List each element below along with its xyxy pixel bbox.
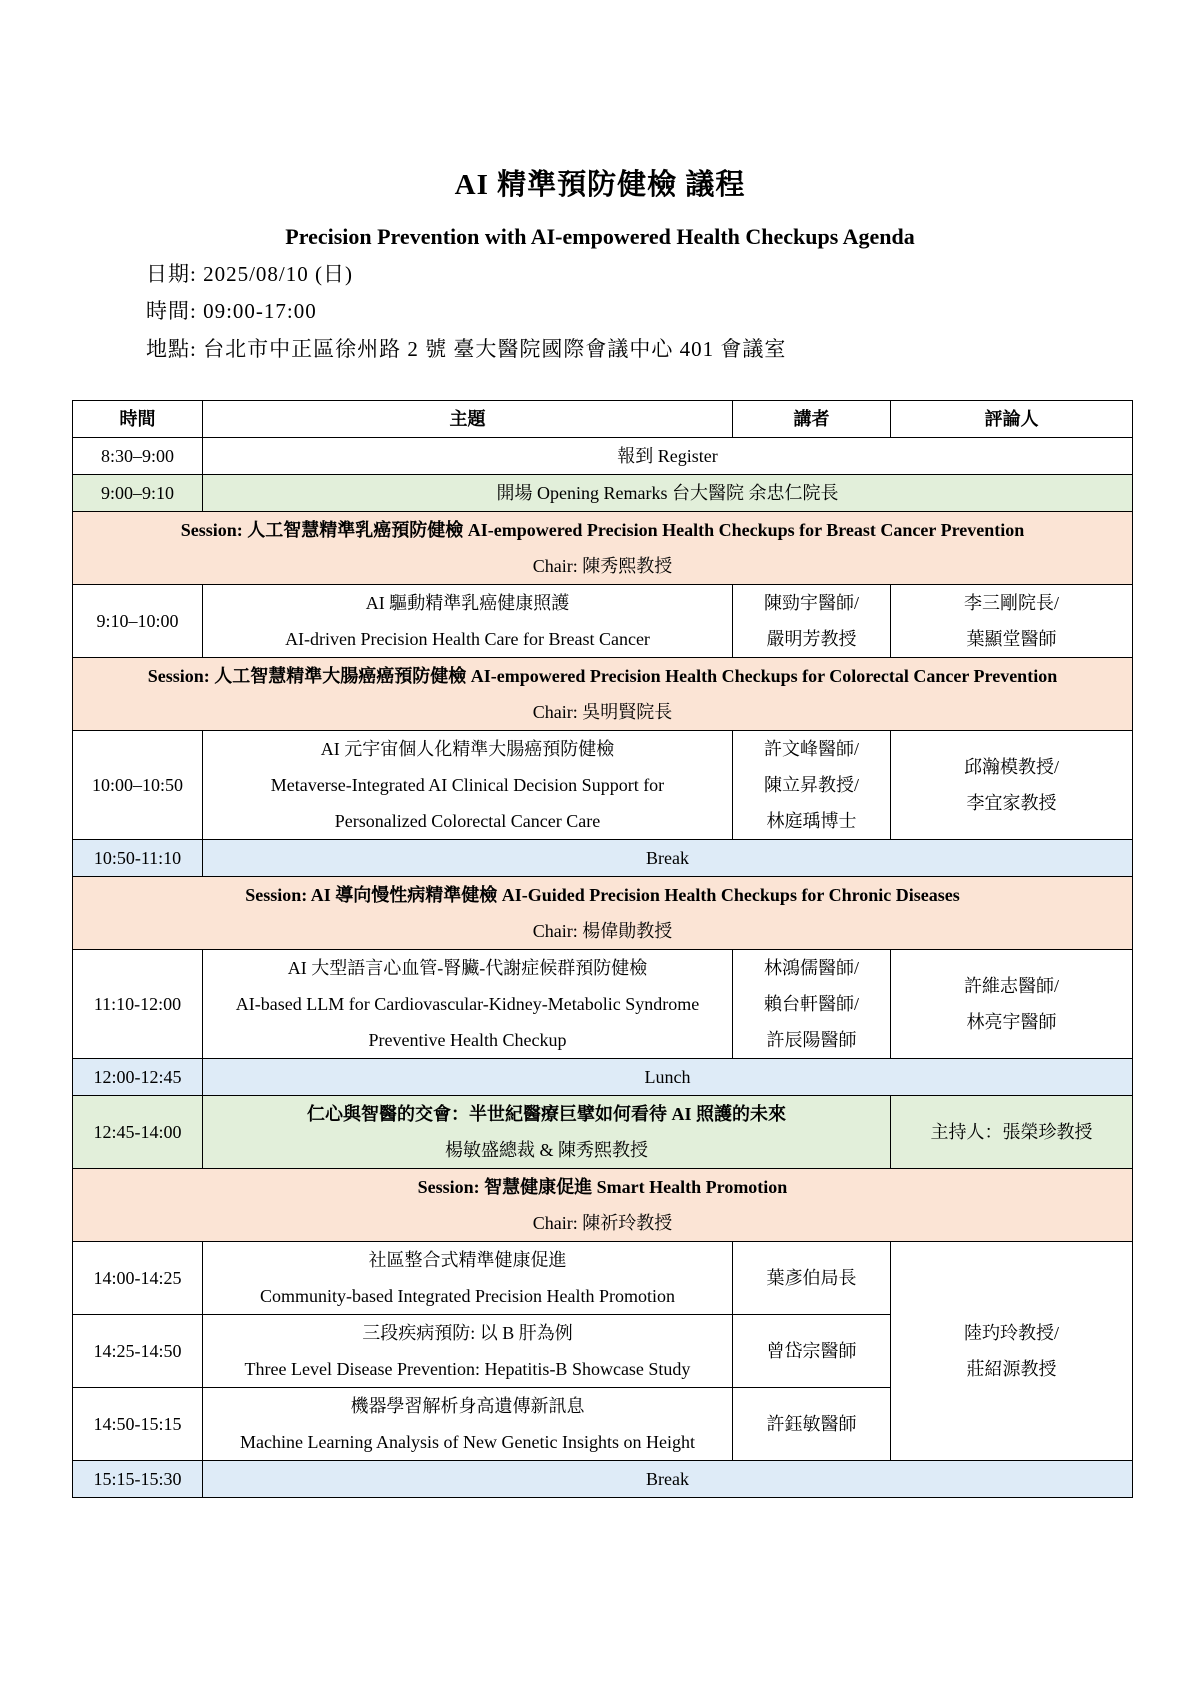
session1-discussant: 葉顯堂醫師 — [966, 629, 1057, 649]
session3-topic-line: AI 大型語言心血管-腎臟-代謝症候群預防健檢 — [287, 958, 648, 978]
break2-time: 15:15-15:30 — [73, 1461, 203, 1498]
page-subtitle: Precision Prevention with AI-empowered Health Checkups Agenda — [285, 224, 915, 249]
header-discussant: 評論人 — [891, 401, 1133, 438]
session4-topic-en: Machine Learning Analysis of New Genetic Insights on Height — [240, 1432, 695, 1452]
event-date: 日期: 2025/08/10 (日) — [146, 262, 353, 286]
session2-topic-line: Personalized Colorectal Cancer Care — [334, 811, 601, 831]
break1-time: 10:50-11:10 — [73, 840, 203, 877]
session3-discussant: 許維志醫師/ — [963, 976, 1059, 996]
agenda-table — [72, 400, 1133, 1498]
lunch-row — [73, 1059, 1133, 1096]
session1-talk-time: 9:10–10:00 — [73, 585, 203, 658]
break1-text: Break — [203, 840, 1133, 877]
session1-title: Session: 人工智慧精準乳癌預防健檢 AI-empowered Precision Health Checkups for Breast Cancer Prevention — [180, 520, 1025, 540]
session3-discussant: 林亮宇醫師 — [966, 1012, 1057, 1032]
session1-discussant: 李三剛院長/ — [963, 593, 1059, 613]
session1-speaker: 嚴明芳教授 — [766, 629, 857, 649]
session4-topic-zh: 社區整合式精準健康促進 — [368, 1250, 567, 1270]
session4-discussant: 莊紹源教授 — [966, 1359, 1057, 1379]
session1-chair: Chair: 陳秀熙教授 — [532, 556, 673, 576]
session1-talk-row — [73, 585, 1133, 658]
session4-talk-row — [73, 1242, 1133, 1315]
registration-time: 8:30–9:00 — [73, 438, 203, 475]
session2-topic-line: AI 元宇宙個人化精準大腸癌預防健檢 — [320, 739, 615, 759]
panel-row — [73, 1096, 1133, 1169]
break2-text: Break — [203, 1461, 1133, 1498]
panel-host: 主持人：張榮珍教授 — [891, 1096, 1133, 1169]
header-row — [73, 401, 1133, 438]
lunch-time: 12:00-12:45 — [73, 1059, 203, 1096]
panel-title: 仁心與智醫的交會：半世紀醫療巨擘如何看待 AI 照護的未來 — [306, 1104, 786, 1124]
session2-speaker: 陳立昇教授/ — [763, 775, 859, 795]
session2-topic-line: Metaverse-Integrated AI Clinical Decision Support for — [270, 775, 665, 795]
session4-speaker: 許鈺敏醫師 — [733, 1388, 891, 1461]
page-title: AI 精準預防健檢 議程 — [454, 169, 746, 201]
session3-speaker: 賴台軒醫師/ — [763, 994, 859, 1014]
session4-topic-en: Community-based Integrated Precision Health Promotion — [260, 1286, 675, 1306]
session1-header — [73, 512, 1133, 585]
event-time: 時間: 09:00-17:00 — [146, 299, 317, 323]
opening-text: 開場 Opening Remarks 台大醫院 余忠仁院長 — [203, 475, 1133, 512]
session3-header — [73, 877, 1133, 950]
session3-speaker: 林鴻儒醫師/ — [763, 958, 859, 978]
panel-time: 12:45-14:00 — [73, 1096, 203, 1169]
session2-discussant: 邱瀚模教授/ — [963, 757, 1059, 777]
break2-row — [73, 1461, 1133, 1498]
session3-chair: Chair: 楊偉勛教授 — [532, 921, 673, 941]
session2-discussant: 李宜家教授 — [966, 793, 1057, 813]
session4-header — [73, 1169, 1133, 1242]
session1-speaker: 陳勁宇醫師/ — [763, 593, 859, 613]
session2-speaker: 林庭瑀博士 — [766, 811, 857, 831]
session3-topic-line: Preventive Health Checkup — [368, 1030, 567, 1050]
opening-time: 9:00–9:10 — [73, 475, 203, 512]
break1-row — [73, 840, 1133, 877]
event-location: 地點: 台北市中正區徐州路 2 號 臺大醫院國際會議中心 401 會議室 — [146, 337, 787, 361]
session4-talk-time: 14:50-15:15 — [73, 1388, 203, 1461]
session1-topic-en: AI-driven Precision Health Care for Breast Cancer — [285, 629, 650, 649]
session2-chair: Chair: 吳明賢院長 — [532, 702, 673, 722]
session4-talk-time: 14:25-14:50 — [73, 1315, 203, 1388]
session2-talk-time: 10:00–10:50 — [73, 731, 203, 840]
header-topic: 主題 — [203, 401, 733, 438]
session2-title: Session: 人工智慧精準大腸癌癌預防健檢 AI-empowered Precision Health Checkups for Colorectal Cancer Prevention — [147, 666, 1058, 686]
registration-row — [73, 438, 1133, 475]
session3-talk-row — [73, 950, 1133, 1059]
session4-discussant: 陸玓玲教授/ — [963, 1323, 1059, 1343]
session4-topic-zh: 機器學習解析身高遺傳新訊息 — [350, 1396, 585, 1416]
session4-speaker: 曾岱宗醫師 — [733, 1315, 891, 1388]
lunch-text: Lunch — [203, 1059, 1133, 1096]
panel-guests: 楊敏盛總裁 & 陳秀熙教授 — [445, 1140, 648, 1160]
session4-speaker: 葉彥伯局長 — [733, 1242, 891, 1315]
header-time: 時間 — [73, 401, 203, 438]
session4-title: Session: 智慧健康促進 Smart Health Promotion — [417, 1177, 788, 1197]
session3-talk-time: 11:10-12:00 — [73, 950, 203, 1059]
session4-chair: Chair: 陳祈玲教授 — [532, 1213, 673, 1233]
session2-header — [73, 658, 1133, 731]
session4-talk-time: 14:00-14:25 — [73, 1242, 203, 1315]
opening-row — [73, 475, 1133, 512]
session3-speaker: 許辰陽醫師 — [766, 1030, 857, 1050]
session4-topic-en: Three Level Disease Prevention: Hepatitis-B Showcase Study — [244, 1359, 691, 1379]
session3-title: Session: AI 導向慢性病精準健檢 AI-Guided Precision Health Checkups for Chronic Diseases — [245, 885, 960, 905]
session4-topic-zh: 三段疾病預防: 以 B 肝為例 — [362, 1323, 573, 1343]
session2-talk-row — [73, 731, 1133, 840]
session3-topic-line: AI-based LLM for Cardiovascular-Kidney-Metabolic Syndrome — [235, 994, 700, 1014]
registration-text: 報到 Register — [203, 438, 1133, 475]
session1-topic-zh: AI 驅動精準乳癌健康照護 — [365, 593, 570, 613]
header-speaker: 講者 — [733, 401, 891, 438]
session2-speaker: 許文峰醫師/ — [763, 739, 859, 759]
